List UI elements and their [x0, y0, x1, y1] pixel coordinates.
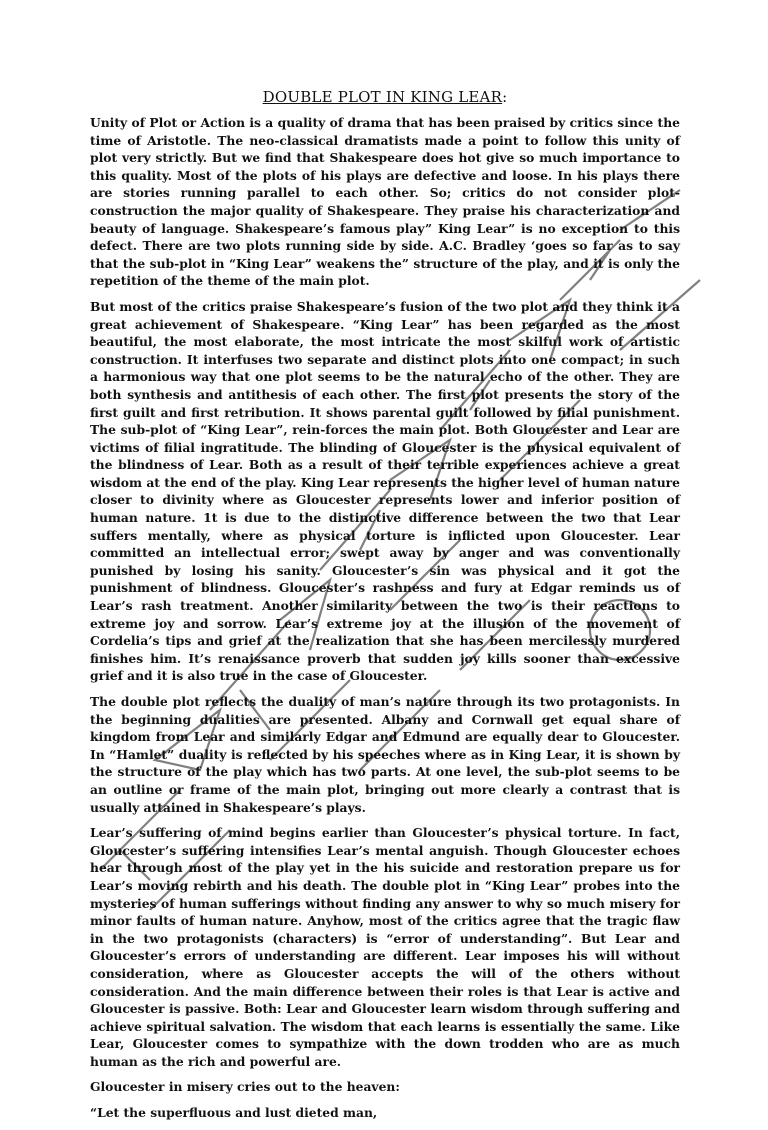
title-suffix: :: [502, 88, 508, 106]
document-title: [90, 88, 680, 106]
document-page: [90, 88, 680, 1130]
paragraph-6: “Let the superfluous and lust dieted man,: [90, 1105, 378, 1121]
title-text: DOUBLE PLOT IN KING LEAR: [262, 88, 503, 106]
paragraph-3: The double plot reflects the duality of man’s nature through its two protagonists. In the beginning dualities are presented. Albany and Cornwall get equal share of kingdom from Lear and similarly Edgar and Edmund are equally dear to Gloucester. In “Hamlet” duality is reflected by his speeches where as in King Lear, it is shown by the structure of the play which has two parts. At one level, the sub-plot seems to be an outline or frame of the main plot, bringing out more clearly a contrast that is usually attained in Shakespeare’s plays.: [90, 694, 680, 815]
paragraph-2: But most of the critics praise Shakespeare’s fusion of the two plot and they think it a great achievement of Shakespeare. “King Lear” has been regarded as the most beautiful, the most elaborate, the most intricate the most skilful work of artistic construction. It interfuses two separate and distinct plots into one compact; in such a harmonious way that one plot seems to be the natural echo of the other. They are both synthesis and antithesis of each other. The first plot presents the story of the first guilt and first retribution. It shows parental guilt followed by filial punishment. The sub-plot of “King Lear”, rein-forces the main plot. Both Gloucester and Lear are victims of filial ingratitude. The blinding of Gloucester is the physical equivalent of the blindness of Lear. Both as a result of their terrible experiences achieve a great wisdom at the end of the play. King Lear represents the higher level of human nature closer to divinity where as Gloucester represents lower and inferior position of human nature. 1t is due to the distinctive difference between the two that Lear suffers mentally, where as physical torture is inflicted upon Gloucester. Lear committed an intellectual error; swept away by anger and was conventionally punished by losing his sanity. Gloucester’s sin was physical and it got the punishment of blindness. Gloucester’s rashness and fury at Edgar reminds us of Lear’s rash treatment. Another similarity between the two is their reactions to extreme joy and sorrow. Lear’s extreme joy at the illusion of the movement of Cordelia’s tips and grief at the realization that she has been mercilessly murdered finishes him. It’s renaissance proverb that sudden joy kills sooner than excessive grief and it is also true in the case of Gloucester.: [90, 298, 680, 684]
paragraph-5: Gloucester in misery cries out to the heaven:: [90, 1079, 400, 1095]
paragraph-4: Lear’s suffering of mind begins earlier than Gloucester’s physical torture. In fact, Gloucester’s suffering intensifies Lear’s mental anguish. Though Gloucester echoes hear through most of the play yet in the his suicide and restoration prepare us for Lear’s moving rebirth and his death. The double plot in “King Lear” probes into the mysteries of human sufferings without finding any answer to why so much misery for minor faults of human nature. Anyhow, most of the critics agree that the tragic flaw in the two protagonists (characters) is “error of understanding”. But Lear and Gloucester’s errors of understanding are different. Lear imposes his will without consideration, where as Gloucester accepts the will of the others without consideration. And the main difference between their roles is that Lear is active and Gloucester is passive. Both: Lear and Gloucester learn wisdom through suffering and achieve spiritual salvation. The wisdom that each learns is essentially the same. Like Lear, Gloucester comes to sympathize with the down trodden who are as much human as the rich and powerful are.: [90, 825, 680, 1069]
paragraph-1: Unity of Plot or Action is a quality of drama that has been praised by critics since the time of Aristotle. The neo-classical dramatists made a point to follow this unity of plot very strictly. But we find that Shakespeare does hot give so much importance to this quality. Most of the plots of his plays are defective and loose. In his plays there are stories running parallel to each other. So; critics do not consider plot-construction the major quality of Shakespeare. They praise his characterization and beauty of language. Shakespeare’s famous play” King Lear” is no exception to this defect. There are two plots running side by side. A.C. Bradley ‘goes so far as to say that the sub-plot in “King Lear” weakens the” structure of the play, and it is only the repetition of the theme of the main plot.: [90, 115, 680, 289]
